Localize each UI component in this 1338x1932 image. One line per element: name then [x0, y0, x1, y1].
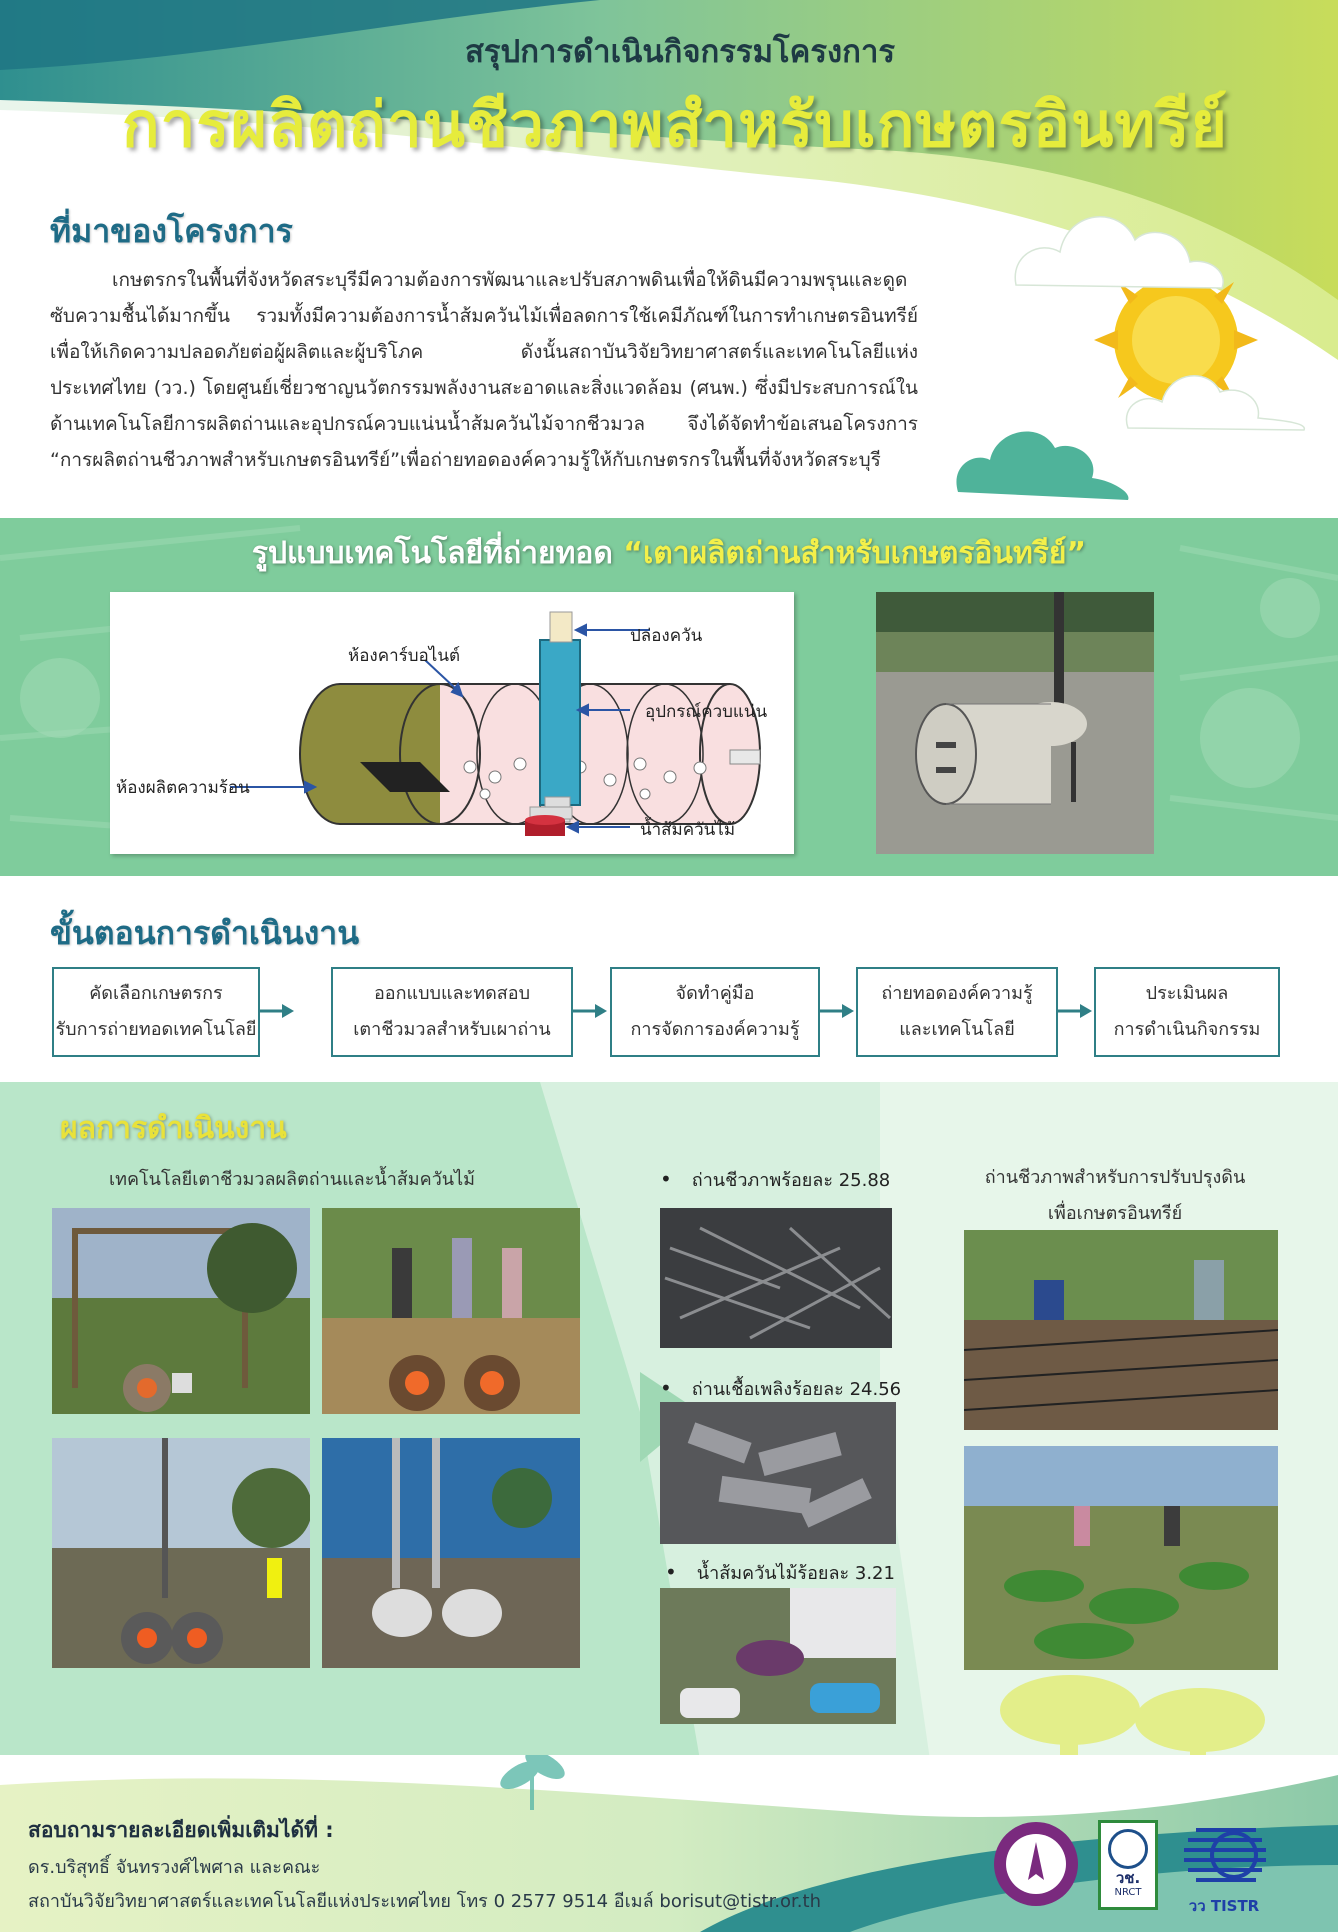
nrct-emblem-icon	[1108, 1829, 1148, 1869]
step-5-line2: การดำเนินกิจกรรม	[1113, 1019, 1261, 1040]
soil-caption-line2: เพื่อเกษตรอินทรีย์	[1047, 1203, 1183, 1224]
contact-organization: สถาบันวิจัยวิทยาศาสตร์และเทคโนโลยีแห่งประเทศไทย โทร 0 2577 9514 อีเมล์ borisut@tistr.or.th	[28, 1891, 821, 1912]
kiln-photo-2	[322, 1208, 580, 1414]
background-paragraph	[50, 262, 918, 478]
nrct-logo	[1098, 1820, 1158, 1910]
step-2-line1: ออกแบบและทดสอบ	[373, 983, 531, 1004]
arrow-right-icon	[260, 1001, 294, 1021]
biochar-photo	[660, 1208, 892, 1348]
yield-wood-vinegar: • น้ำส้มควันไม้ร้อยละ 3.21	[665, 1558, 895, 1587]
step-1-line1: คัดเลือกเกษตรกร	[89, 983, 223, 1004]
step-2	[331, 967, 573, 1057]
yield-biochar: • ถ่านชีวภาพร้อยละ 25.88	[660, 1165, 890, 1194]
steps-heading: ขั้นตอนการดำเนินงาน	[50, 914, 360, 952]
step-5	[1094, 967, 1280, 1057]
technology-title-highlight: “เตาผลิตถ่านสำหรับเกษตรอินทรีย์”	[623, 536, 1087, 571]
kiln-photo-4	[322, 1438, 580, 1668]
label-chimney: ปล่องควัน	[630, 626, 703, 646]
contact-heading: สอบถามรายละเอียดเพิ่มเติมได้ที่ :	[28, 1818, 334, 1842]
yield-fuel-charcoal: • ถ่านเชื้อเพลิงร้อยละ 24.56	[660, 1374, 901, 1403]
soil-caption-line1: ถ่านชีวภาพสำหรับการปรับปรุงดิน	[984, 1167, 1246, 1188]
background-text: เกษตรกรในพื้นที่จังหวัดสระบุรีมีความต้องการพัฒนาและปรับสภาพดินเพื่อให้ดินมีความพรุนและดูดซับความชื้นได้มากขึ้น รวมทั้งมีความต้องการน้ำส้มควันไม้เพื่อลดการใช้เคมีภัณฑ์ในการทำเกษตรอินทรีย์เพื่อให้เกิดความปลอดภัยต่อผู้ผลิตและผู้บริโภค ดังนั้นสถาบันวิจัยวิทยาศาสตร์และเทคโนโลยีแห่งประเทศไทย (วว.) โดยศูนย์เชี่ยวชาญนวัตกรรมพลังงานสะอาดและสิ่งแวดล้อม (ศนพ.) ซึ่งมีประสบการณ์ในด้านเทคโนโลยีการผลิตถ่านและอุปกรณ์ควบแน่นน้ำส้มควันไม้จากชีวมวล จึงได้จัดทำข้อเสนอโครงการ “การผลิตถ่านชีวภาพสำหรับเกษตรอินทรีย์”เพื่อถ่ายทอดองค์ความรู้ให้กับเกษตรกรในพื้นที่จังหวัดสระบุรี	[50, 269, 918, 471]
step-3-line2: การจัดการองค์ความรู้	[630, 1019, 800, 1040]
step-2-line2: เตาชีวมวลสำหรับเผาถ่าน	[353, 1019, 551, 1040]
label-carbonization-chamber: ห้องคาร์บอไนต์	[348, 646, 460, 666]
nrct-subtext: NRCT	[1114, 1887, 1142, 1898]
background-heading: ที่มาของโครงการ	[50, 212, 293, 250]
contact-person: ดร.บริสุทธิ์ จันทรวงศ์ไพศาล และคณะ	[28, 1857, 321, 1878]
step-4-line1: ถ่ายทอดองค์ความรู้	[881, 983, 1033, 1004]
kiln-technology-caption: เทคโนโลยีเตาชีวมวลผลิตถ่านและน้ำส้มควันไม้	[108, 1169, 476, 1190]
kiln-photo-1	[52, 1208, 310, 1414]
label-condenser: อุปกรณ์ควบแน่น	[645, 702, 768, 722]
step-1	[52, 967, 260, 1057]
step-5-line1: ประเมินผล	[1145, 983, 1229, 1004]
arrow-right-icon	[820, 1001, 854, 1021]
label-heating-chamber: ห้องผลิตความร้อน	[116, 778, 250, 798]
ministry-logo	[992, 1820, 1080, 1908]
step-3-line1: จัดทำคู่มือ	[675, 983, 755, 1004]
label-wood-vinegar: น้ำส้มควันไม้	[640, 820, 736, 840]
arrow-right-icon	[1058, 1001, 1092, 1021]
page-subtitle: สรุปการดำเนินกิจกรรมโครงการ	[464, 34, 896, 70]
step-3	[610, 967, 820, 1057]
kiln-diagram	[110, 592, 794, 854]
technology-title-prefix: รูปแบบเทคโนโลยีที่ถ่ายทอด	[251, 536, 624, 571]
field-photo-1	[964, 1230, 1278, 1430]
cloud-icon	[956, 431, 1128, 500]
step-4-line2: และเทคโนโลยี	[899, 1019, 1015, 1040]
results-heading: ผลการดำเนินงาน	[60, 1111, 287, 1146]
technology-title	[0, 530, 1338, 577]
tistr-logo	[1176, 1820, 1272, 1915]
tistr-text: วว TISTR	[1188, 1897, 1260, 1915]
wood-vinegar-photo	[660, 1588, 896, 1724]
field-photo-2	[964, 1446, 1278, 1670]
fuel-charcoal-photo	[660, 1402, 896, 1544]
step-1-line2: รับการถ่ายทอดเทคโนโลยี	[55, 1019, 257, 1040]
arrow-right-icon	[573, 1001, 607, 1021]
nrct-text: วช.	[1115, 1869, 1141, 1887]
page-title: การผลิตถ่านชีวภาพสำหรับเกษตรอินทรีย์	[122, 88, 1228, 161]
tistr-emblem-icon	[1176, 1820, 1272, 1890]
step-4	[856, 967, 1058, 1057]
kiln-photo-3	[52, 1438, 310, 1668]
kiln-photo	[876, 592, 1154, 854]
